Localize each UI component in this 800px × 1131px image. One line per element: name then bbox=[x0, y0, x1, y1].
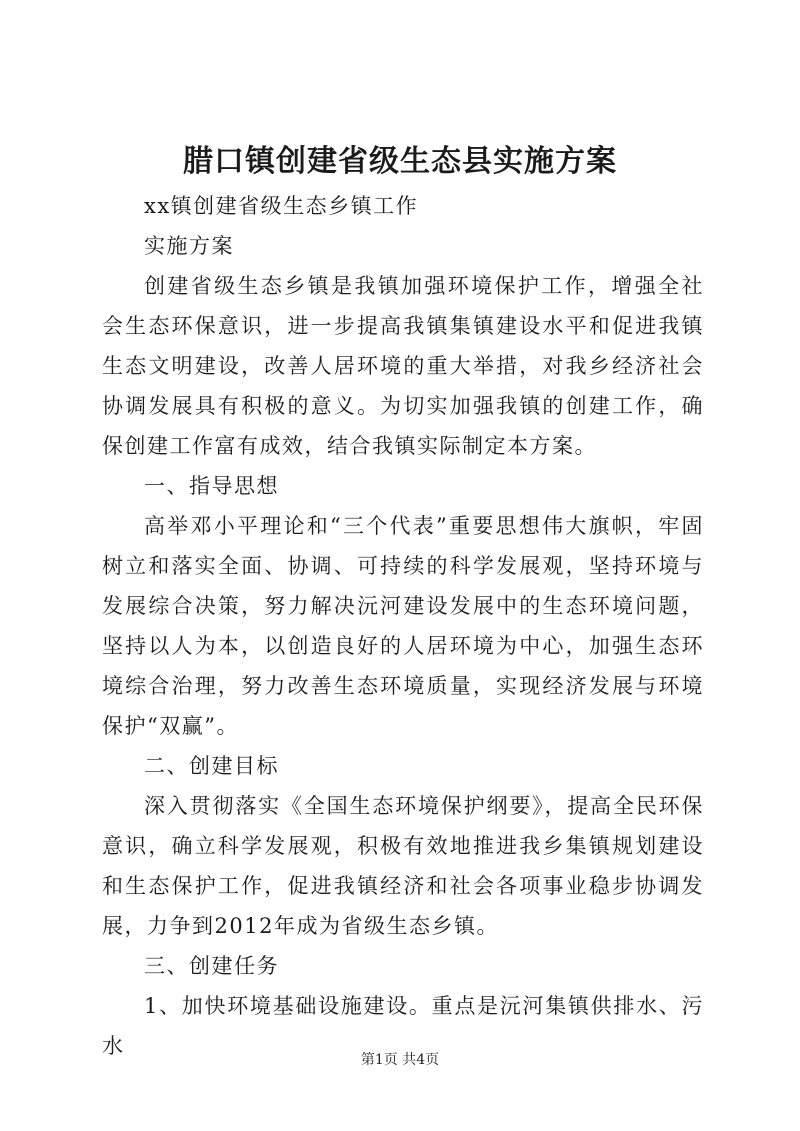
paragraph-task-1: 1、加快环境基础设施建设。重点是沅河集镇供排水、污水 bbox=[102, 994, 704, 1058]
section-heading-goals: 二、创建目标 bbox=[144, 754, 279, 778]
section-heading-guiding-thought: 一、指导思想 bbox=[144, 474, 279, 498]
page-number-footer: 第1页 共4页 bbox=[360, 1052, 440, 1068]
paragraph-goals: 深入贯彻落实《全国生态环境保护纲要》，提高全民环保意识，确立科学发展观，积极有效地推进我乡集镇规划建设和生态保护工作，促进我镇经济和社会各项事业稳步协调发展，力争到2012年成为省级生态乡镇。 bbox=[102, 794, 704, 938]
paragraph-subtitle-line1: xx镇创建省级生态乡镇工作 bbox=[144, 194, 419, 218]
document-body bbox=[102, 186, 704, 1066]
paragraph-subtitle-line2: 实施方案 bbox=[144, 234, 234, 258]
page-title: 腊口镇创建省级生态县实施方案 bbox=[183, 144, 617, 179]
paragraph-guiding-thought: 高举邓小平理论和“三个代表”重要思想伟大旗帜，牢固树立和落实全面、协调、可持续的科学发展观，坚持环境与发展综合决策，努力解决沅河建设发展中的生态环境问题，坚持以人为本，以创造良好的人居环境为中心，加强生态环境综合治理，努力改善生态环境质量，实现经济发展与环境保护“双赢”。 bbox=[102, 514, 704, 738]
paragraph-intro: 创建省级生态乡镇是我镇加强环境保护工作，增强全社会生态环保意识，进一步提高我镇集镇建设水平和促进我镇生态文明建设，改善人居环境的重大举措，对我乡经济社会协调发展具有积极的意义。为切实加强我镇的创建工作，确保创建工作富有成效，结合我镇实际制定本方案。 bbox=[102, 274, 704, 458]
section-heading-tasks: 三、创建任务 bbox=[144, 954, 279, 978]
